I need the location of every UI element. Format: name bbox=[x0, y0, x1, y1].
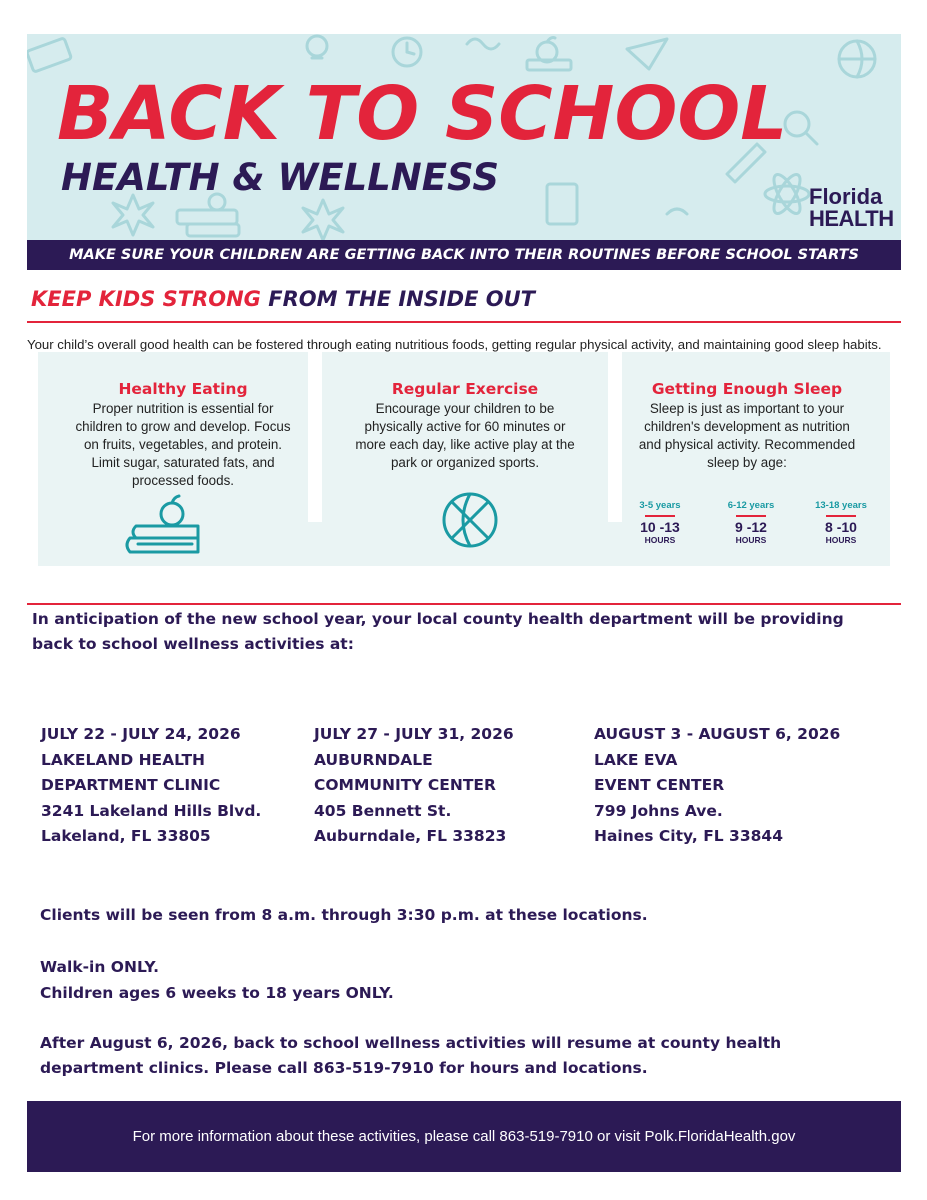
location-block bbox=[41, 722, 261, 850]
anticipation-line: In anticipation of the new school year, your local county health department will be providing bbox=[32, 610, 844, 628]
sleep-age-group bbox=[625, 500, 695, 545]
ages-text: Children ages 6 weeks to 18 years ONLY. bbox=[40, 984, 394, 1002]
age-hours-value: 9 -12 bbox=[735, 519, 767, 535]
age-divider bbox=[736, 515, 766, 517]
location-name: COMMUNITY CENTER bbox=[314, 776, 496, 795]
age-hours-unit: HOURS bbox=[825, 535, 857, 545]
sleep-age-group bbox=[806, 500, 876, 545]
location-name: LAKE EVA bbox=[594, 750, 678, 769]
location-city: Haines City, FL 33844 bbox=[594, 827, 783, 846]
basketball-icon bbox=[440, 490, 500, 550]
age-label: 3-5 years bbox=[639, 500, 681, 511]
hours-text: Clients will be seen from 8 a.m. through 3:30 p.m. at these locations. bbox=[40, 906, 648, 924]
heading-navy-part: FROM THE INSIDE OUT bbox=[268, 287, 535, 311]
anticipation-text bbox=[32, 607, 902, 657]
walkin-text: Walk-in ONLY. bbox=[40, 958, 159, 976]
age-hours-value: 8 -10 bbox=[825, 519, 857, 535]
location-dates: JULY 22 - JULY 24, 2026 bbox=[41, 725, 241, 743]
location-street: 799 Johns Ave. bbox=[594, 801, 723, 820]
divider-rule bbox=[27, 603, 901, 605]
location-name: AUBURNDALE bbox=[314, 750, 433, 769]
column-line: on fruits, vegetables, and protein. bbox=[83, 437, 282, 452]
location-name: DEPARTMENT CLINIC bbox=[41, 776, 221, 795]
column-line: Limit sugar, saturated fats, and bbox=[91, 455, 275, 470]
column-line: and physical activity. Recommended bbox=[638, 437, 856, 452]
logo-florida: Florida bbox=[809, 184, 883, 209]
age-hours-unit: HOURS bbox=[644, 535, 676, 545]
age-label: 13-18 years bbox=[815, 500, 867, 511]
column-line: park or organized sports. bbox=[390, 455, 540, 470]
after-text-line: department clinics. Please call 863-519-7910 for hours and locations. bbox=[40, 1059, 648, 1077]
column-healthy-eating bbox=[58, 378, 308, 490]
location-street: 405 Bennett St. bbox=[314, 801, 452, 820]
column-regular-exercise bbox=[334, 378, 596, 472]
column-line: physically active for 60 minutes or bbox=[364, 419, 566, 434]
heading-red-part: KEEP KIDS STRONG bbox=[31, 287, 261, 311]
location-street: 3241 Lakeland Hills Blvd. bbox=[41, 801, 262, 820]
column-line: children to grow and develop. Focus bbox=[75, 419, 291, 434]
section-heading bbox=[31, 285, 535, 313]
apple-books-icon bbox=[122, 494, 206, 556]
column-title: Getting Enough Sleep bbox=[651, 380, 843, 398]
header-banner bbox=[27, 34, 901, 240]
column-line: Sleep is just as important to your bbox=[649, 401, 845, 416]
age-hours-unit: HOURS bbox=[735, 535, 767, 545]
location-block bbox=[314, 722, 514, 850]
sleep-age-group bbox=[716, 500, 786, 545]
location-name: LAKELAND HEALTH bbox=[41, 750, 205, 769]
column-line: sleep by age: bbox=[707, 455, 787, 470]
divider-rule bbox=[27, 321, 901, 323]
location-city: Lakeland, FL 33805 bbox=[41, 827, 211, 846]
location-city: Auburndale, FL 33823 bbox=[314, 827, 507, 846]
column-line: processed foods. bbox=[132, 473, 234, 488]
column-line: more each day, like active play at the bbox=[355, 437, 575, 452]
age-label: 6-12 years bbox=[727, 500, 775, 511]
column-line: Proper nutrition is essential for bbox=[92, 401, 274, 416]
footer-bar: For more information about these activities, please call 863-519-7910 or visit Polk.FloridaHealth.gov bbox=[27, 1101, 901, 1172]
florida-health-logo bbox=[809, 186, 899, 230]
column-title: Regular Exercise bbox=[391, 380, 539, 398]
location-name: EVENT CENTER bbox=[594, 776, 725, 795]
column-title: Healthy Eating bbox=[118, 380, 248, 398]
column-enough-sleep bbox=[618, 378, 876, 472]
logo-health: HEALTH bbox=[809, 206, 894, 231]
age-divider bbox=[645, 515, 675, 517]
location-block bbox=[594, 722, 840, 850]
title-back-to-school: BACK TO SCHOOL bbox=[57, 71, 788, 157]
after-text-line: After August 6, 2026, back to school wellness activities will resume at county health bbox=[40, 1034, 782, 1052]
age-hours-value: 10 -13 bbox=[640, 519, 680, 535]
intro-text: Your child’s overall good health can be fostered through eating nutritious foods, getting regular physical activity, and maintaining good sleep habits. bbox=[27, 337, 882, 352]
tagline-strip: MAKE SURE YOUR CHILDREN ARE GETTING BACK INTO THEIR ROUTINES BEFORE SCHOOL STARTS bbox=[27, 240, 901, 270]
column-line: children's development as nutrition bbox=[644, 419, 850, 434]
anticipation-line: back to school wellness activities at: bbox=[32, 635, 354, 653]
column-line: Encourage your children to be bbox=[375, 401, 555, 416]
age-divider bbox=[826, 515, 856, 517]
location-dates: AUGUST 3 - AUGUST 6, 2026 bbox=[594, 725, 841, 743]
subtitle-health-wellness: HEALTH & WELLNESS bbox=[61, 156, 500, 199]
location-dates: JULY 27 - JULY 31, 2026 bbox=[314, 725, 514, 743]
